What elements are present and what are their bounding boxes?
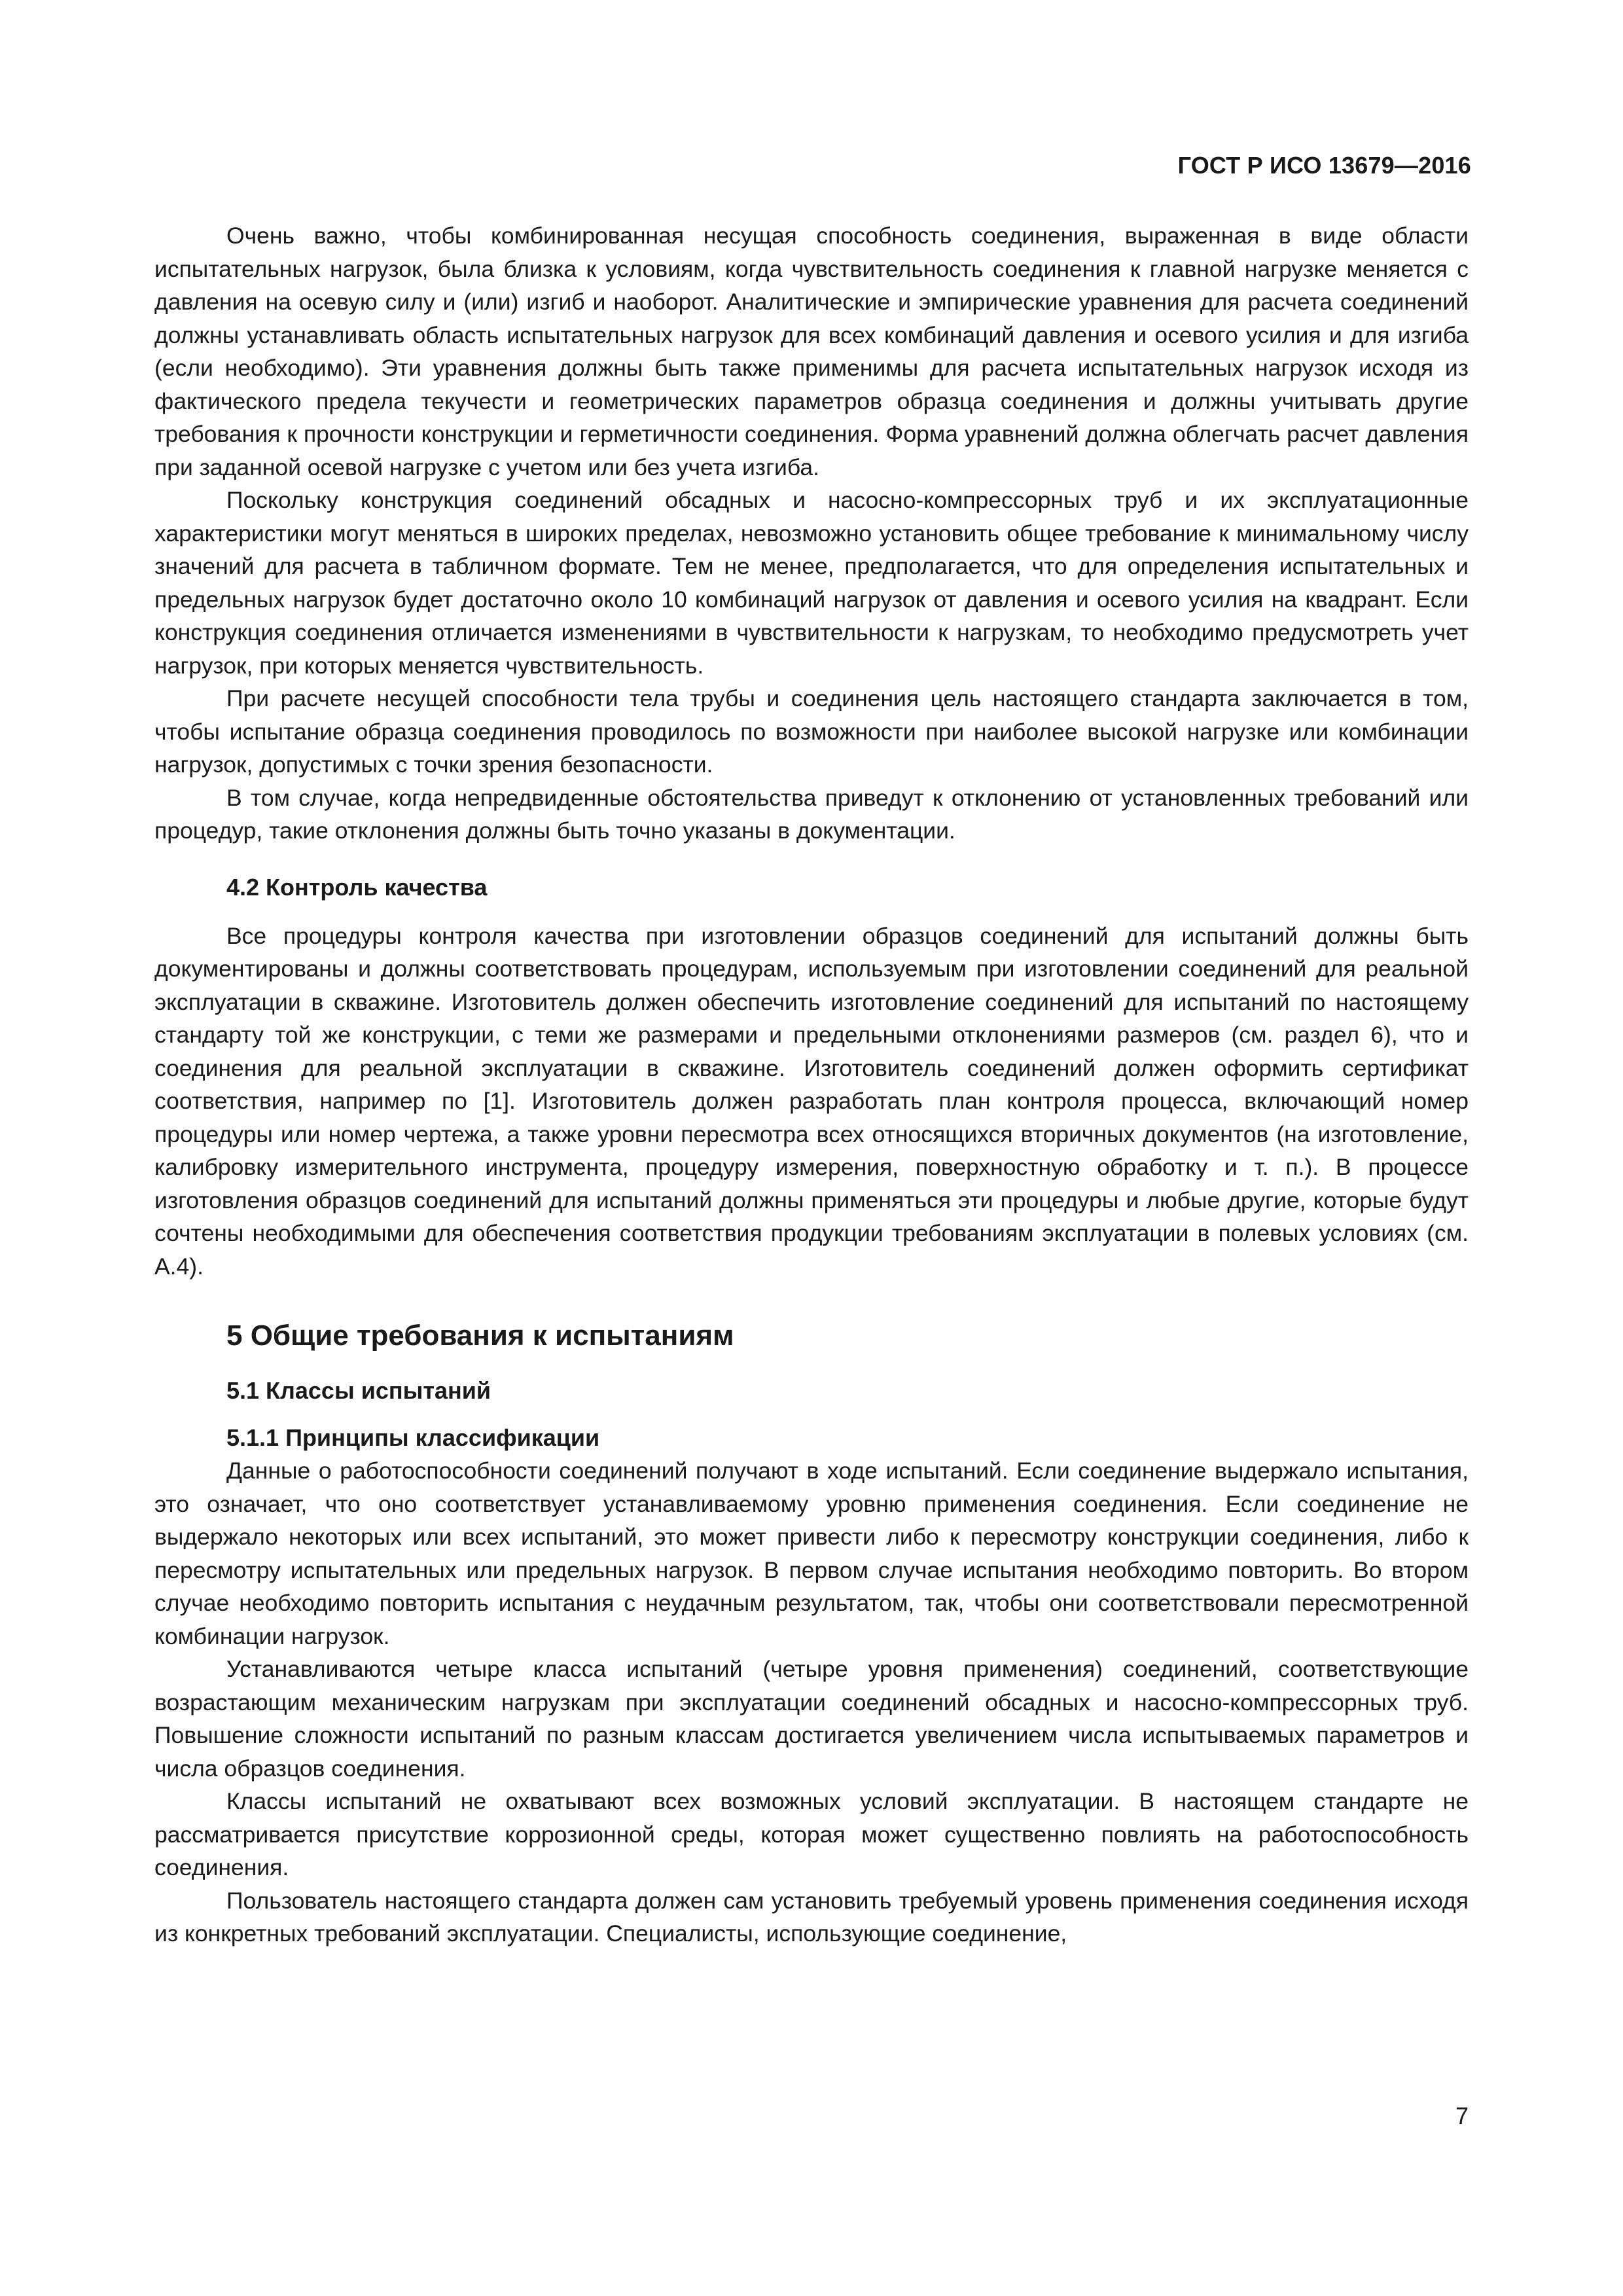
section-5-1-1-heading: 5.1.1 Принципы классификации [226,1424,600,1451]
paragraph: Устанавливаются четыре класса испытаний (четыре уровня применения) соединений, соответствующие возрастающим механическим нагрузкам при эксплуатации соединений обсадных и насосно-компрессорных труб. Повышение сложности испытаний по разным классам достигается увеличением числа испытываемых параметров и числа образцов соединения. [154,1656,1469,1782]
document-id-header: ГОСТ Р ИСО 13679—2016 [1177,152,1471,179]
section-5-heading: 5 Общие требования к испытаниям [226,1319,734,1352]
paragraph: Все процедуры контроля качества при изготовлении образцов соединений для испытаний должны быть документированы и должны соответствовать процедурам, используемым при изготовлении соединений для реальной эксплуатации в скважине. Изготовитель должен обеспечить изготовление соединений для испытаний по настоящему стандарту той же конструкции, с теми же размерами и предельными отклонениями размеров (см. раздел 6), что и соединения для реальной эксплуатации в скважине. Изготовитель соединений должен оформить сертификат соответствия, например по [1]. Изготовитель должен разработать план контроля процесса, включающий номер процедуры или номер чертежа, а также уровни пересмотра всех относящихся вторичных документов (на изготовление, калибровку измерительного инструмента, процедуру измерения, поверхностную обработку и т. п.). В процессе изготовления образцов соединений для испытаний должны применяться эти процедуры и любые другие, которые будут сочтены необходимыми для обеспечения соответствия продукции требованиям эксплуатации в полевых условиях (см. А.4). [154,922,1469,1280]
paragraph: Классы испытаний не охватывают всех возможных условий эксплуатации. В настоящем стандарте не рассматривается присутствие коррозионной среды, которая может существенно повлиять на работоспособность соединения. [154,1788,1469,1880]
paragraph: Очень важно, чтобы комбинированная несущая способность соединения, выраженная в виде области испытательных нагрузок, была близка к условиям, когда чувствительность соединения к главной нагрузке меняется с давления на осевую силу и (или) изгиб и наоборот. Аналитические и эмпирические уравнения для расчета соединений должны устанавливать область испытательных нагрузок для всех комбинаций давления и осевого усилия и для изгиба (если необходимо). Эти уравнения должны быть также применимы для расчета испытательных нагрузок исходя из фактического предела текучести и геометрических параметров образца соединения и должны учитывать другие требования к прочности конструкции и герметичности соединения. Форма уравнений должна облегчать расчет давления при заданной осевой нагрузке с учетом или без учета изгиба. [154,223,1469,480]
section-5-1-heading: 5.1 Классы испытаний [226,1377,491,1404]
page-content [154,219,1469,1950]
paragraph: При расчете несущей способности тела трубы и соединения цель настоящего стандарта заключается в том, чтобы испытание образца соединения проводилось по возможности при наиболее высокой нагрузке или комбинации нагрузок, допустимых с точки зрения безопасности. [154,685,1469,778]
paragraph: Данные о работоспособности соединений получают в ходе испытаний. Если соединение выдержало испытания, это означает, что оно соответствует устанавливаемому уровню применения соединения. Если соединение не выдержало некоторых или всех испытаний, это может привести либо к пересмотру конструкции соединения, либо к пересмотру испытательных или предельных нагрузок. В первом случае испытания необходимо повторить. Во втором случае необходимо повторить испытания с неудачным результатом, так, чтобы они соответствовали пересмотренной комбинации нагрузок. [154,1458,1469,1649]
page-number: 7 [1455,2102,1469,2129]
section-4-2-heading: 4.2 Контроль качества [226,873,488,901]
paragraph: Поскольку конструкция соединений обсадных и насосно-компрессорных труб и их эксплуатационные характеристики могут меняться в широких пределах, невозможно установить общее требование к минимальному числу значений для расчета в табличном формате. Тем не менее, предполагается, что для определения испытательных и предельных нагрузок будет достаточно около 10 комбинаций нагрузок от давления и осевого усилия на квадрант. Если конструкция соединения отличается изменениями в чувствительности к нагрузкам, то необходимо предусмотреть учет нагрузок, при которых меняется чувствительность. [154,487,1469,679]
paragraph: В том случае, когда непредвиденные обстоятельства приведут к отклонению от установленных требований или процедур, такие отклонения должны быть точно указаны в документации. [154,784,1469,844]
paragraph: Пользователь настоящего стандарта должен сам установить требуемый уровень применения соединения исходя из конкретных требований эксплуатации. Специалисты, использующие соединение, [154,1887,1469,1946]
